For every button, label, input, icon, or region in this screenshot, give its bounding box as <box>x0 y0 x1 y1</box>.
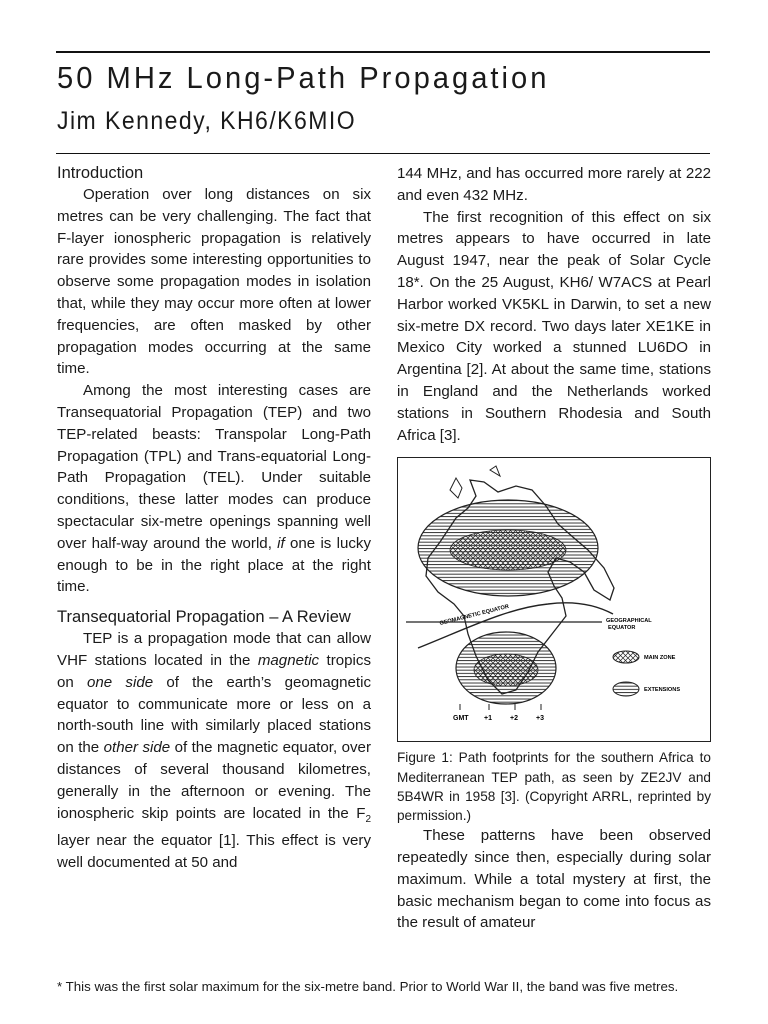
figure-caption: Figure 1: Path footprints for the southern Africa to Mediterranean TEP path, as seen by ZE2JV and 5B4WR in 1958 [3]. (Copyright ARRL, reprinted by permission.) <box>397 750 711 823</box>
emphasis-other-side: other side <box>103 739 171 757</box>
article-title: 50 MHz Long-Path Propagation <box>57 60 550 95</box>
text-run: layer near the equator [1]. This effect is very well documented at 50 and <box>57 832 371 872</box>
top-rule <box>56 51 710 53</box>
header-rule <box>56 153 710 154</box>
section-heading-introduction: Introduction <box>57 164 144 182</box>
continued-paragraph: 144 MHz, and has occurred more rarely at 222 and even 432 MHz. <box>397 165 711 204</box>
emphasis-if: if <box>277 534 285 552</box>
south-main-zone <box>474 654 538 686</box>
text-run: of the earth’s geomagnetic equator to communicate more or less on a north-south line with similarly placed stations on the <box>57 673 371 757</box>
subscript-2: 2 <box>365 813 371 825</box>
intro-paragraph-2 <box>57 380 371 598</box>
time-label-plus3: +3 <box>536 715 544 723</box>
legend-main-label: MAIN ZONE <box>644 655 676 662</box>
text-run: TEP is a propagation mode that can allow VHF stations located in the <box>57 630 371 669</box>
time-label-plus1: +1 <box>484 715 492 723</box>
patterns-paragraph: These patterns have been observed repeatedly since then, especially during solar maximum. While a total mystery at first, the basic mechanism began to come into focus as the result of amateur <box>397 827 711 932</box>
author-line: Jim Kennedy, KH6/K6MIO <box>57 107 357 135</box>
text-run: tropics on <box>57 651 371 691</box>
emphasis-magnetic: magnetic <box>257 651 320 669</box>
geomagnetic-equator-label: GEOMAGNETIC EQUATOR <box>439 604 510 628</box>
tep-paragraph-1 <box>57 628 371 874</box>
geo-equator-label-1: GEOGRAPHICAL <box>606 618 652 625</box>
legend-extension-swatch <box>613 682 639 696</box>
history-paragraph: The first recognition of this effect on six metres appears to have occurred in late August 1947, near the peak of Solar Cycle 18*. On the 25 August, KH6/ W7ACS at Pearl Harbor worked VK5KL in Darwin, to set a new six-metre DX record. Two days later XE1KE in Mexico City worked a stunned LU6DO in Argentina [2]. At about the same time, stations in England and the Netherlands worked stations in Southern Rhodesia and South Africa [3]. <box>397 208 711 444</box>
footnote: * This was the first solar maximum for the six-metre band. Prior to World War II, the band was five metres. <box>57 979 679 994</box>
time-label-plus2: +2 <box>510 715 518 723</box>
text-run: one is lucky enough to be in the right place at the right time. <box>57 534 371 596</box>
intro-paragraph-1: Operation over long distances on six metres can be very challenging. The fact that F-layer ionospheric propagation is relatively rare provides some interesting opportunities to observe some propagation modes in isolation that, while they may occur more often at lower frequencies, are often masked by other propagation modes occurring at the same time. <box>57 186 371 378</box>
geo-equator-label-2: EQUATOR <box>608 625 636 632</box>
north-main-zone <box>450 530 566 570</box>
section-heading-tep-review: Transequatorial Propagation – A Review <box>57 608 351 627</box>
figure-1-map <box>397 457 711 742</box>
tep-footprint-map <box>398 458 710 741</box>
time-axis <box>460 704 541 710</box>
legend-main-swatch <box>613 651 639 663</box>
time-label-gmt: GMT <box>453 715 469 723</box>
text-run: of the magnetic equator, over distances of several thousand kilometres, generally in the afternoon or evening. The ionospheric skip points are located in the F <box>57 739 371 822</box>
right-column <box>397 163 711 934</box>
emphasis-one-side: one side <box>87 673 154 691</box>
left-column <box>57 162 371 874</box>
text-run: Among the most interesting cases are Transequatorial Propagation (TEP) and two TEP-related beasts: Transpolar Long-Path Propagation (TPL) and Trans-equatorial Long-Path Propagation (TEL). Under suitable conditions, these latter modes can produce spectacular six-metre openings spanning well over half-way around the world, <box>57 382 371 552</box>
legend-extension-label: EXTENSIONS <box>644 687 681 694</box>
